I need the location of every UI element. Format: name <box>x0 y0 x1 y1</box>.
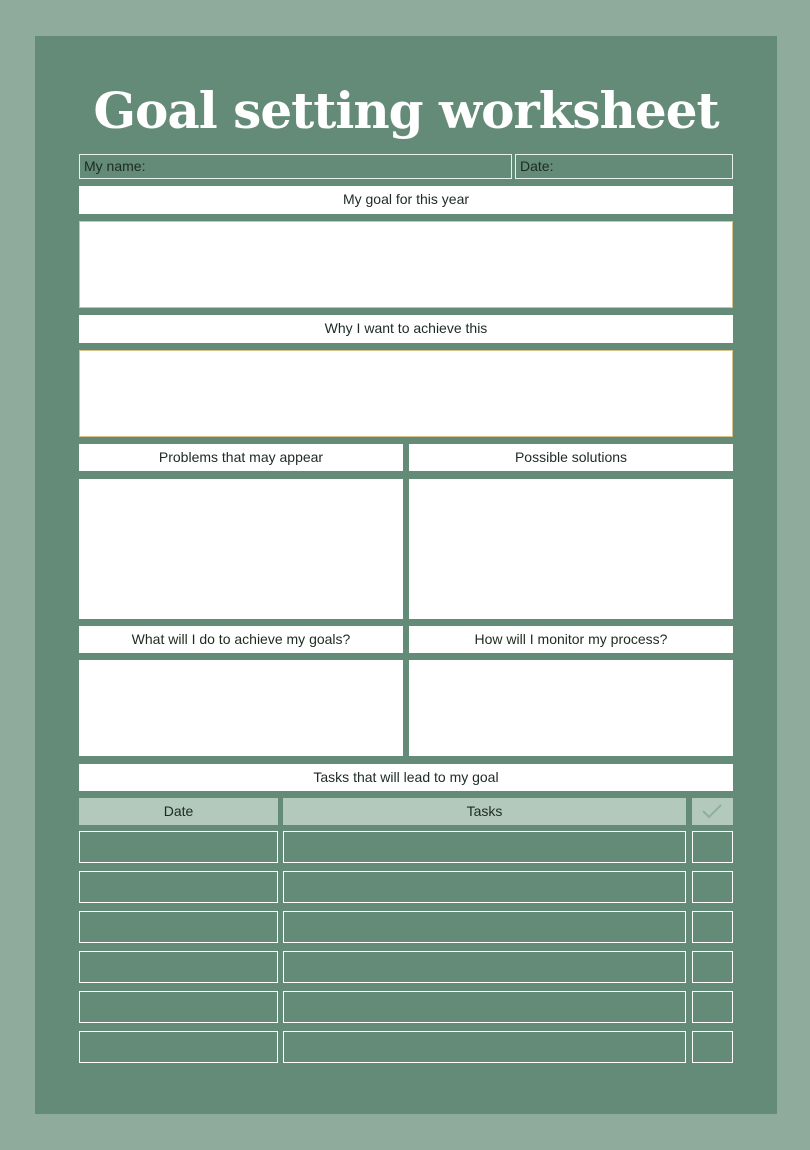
task-text-cell[interactable] <box>283 831 686 863</box>
why-header: Why I want to achieve this <box>79 315 733 343</box>
actions-answer-box[interactable] <box>79 660 403 756</box>
date-label: Date: <box>520 158 554 174</box>
task-text-cell[interactable] <box>283 951 686 983</box>
monitor-header: How will I monitor my process? <box>409 626 733 653</box>
task-check-cell[interactable] <box>692 871 733 903</box>
task-date-cell[interactable] <box>79 871 278 903</box>
actions-header: What will I do to achieve my goals? <box>79 626 403 653</box>
tasks-column-header: Tasks <box>283 798 686 825</box>
task-text-cell[interactable] <box>283 871 686 903</box>
why-answer-box[interactable] <box>79 350 733 437</box>
worksheet-sheet <box>35 36 777 1114</box>
date-field[interactable] <box>515 154 733 179</box>
goal-header: My goal for this year <box>79 186 733 214</box>
task-text-cell[interactable] <box>283 1031 686 1063</box>
check-icon <box>701 802 723 820</box>
task-date-cell[interactable] <box>79 951 278 983</box>
task-date-cell[interactable] <box>79 831 278 863</box>
goal-answer-box[interactable] <box>79 221 733 308</box>
problems-answer-box[interactable] <box>79 479 403 619</box>
worksheet-title: Goal setting worksheet <box>93 81 719 140</box>
problems-header: Problems that may appear <box>79 444 403 471</box>
done-column-header <box>692 798 733 825</box>
task-date-cell[interactable] <box>79 1031 278 1063</box>
tasks-header: Tasks that will lead to my goal <box>79 764 733 791</box>
solutions-header: Possible solutions <box>409 444 733 471</box>
task-check-cell[interactable] <box>692 951 733 983</box>
solutions-answer-box[interactable] <box>409 479 733 619</box>
name-field[interactable] <box>79 154 512 179</box>
task-check-cell[interactable] <box>692 831 733 863</box>
name-label: My name: <box>84 158 146 174</box>
task-text-cell[interactable] <box>283 911 686 943</box>
task-check-cell[interactable] <box>692 911 733 943</box>
task-check-cell[interactable] <box>692 991 733 1023</box>
date-column-header: Date <box>79 798 278 825</box>
task-date-cell[interactable] <box>79 911 278 943</box>
task-text-cell[interactable] <box>283 991 686 1023</box>
task-date-cell[interactable] <box>79 991 278 1023</box>
task-check-cell[interactable] <box>692 1031 733 1063</box>
monitor-answer-box[interactable] <box>409 660 733 756</box>
